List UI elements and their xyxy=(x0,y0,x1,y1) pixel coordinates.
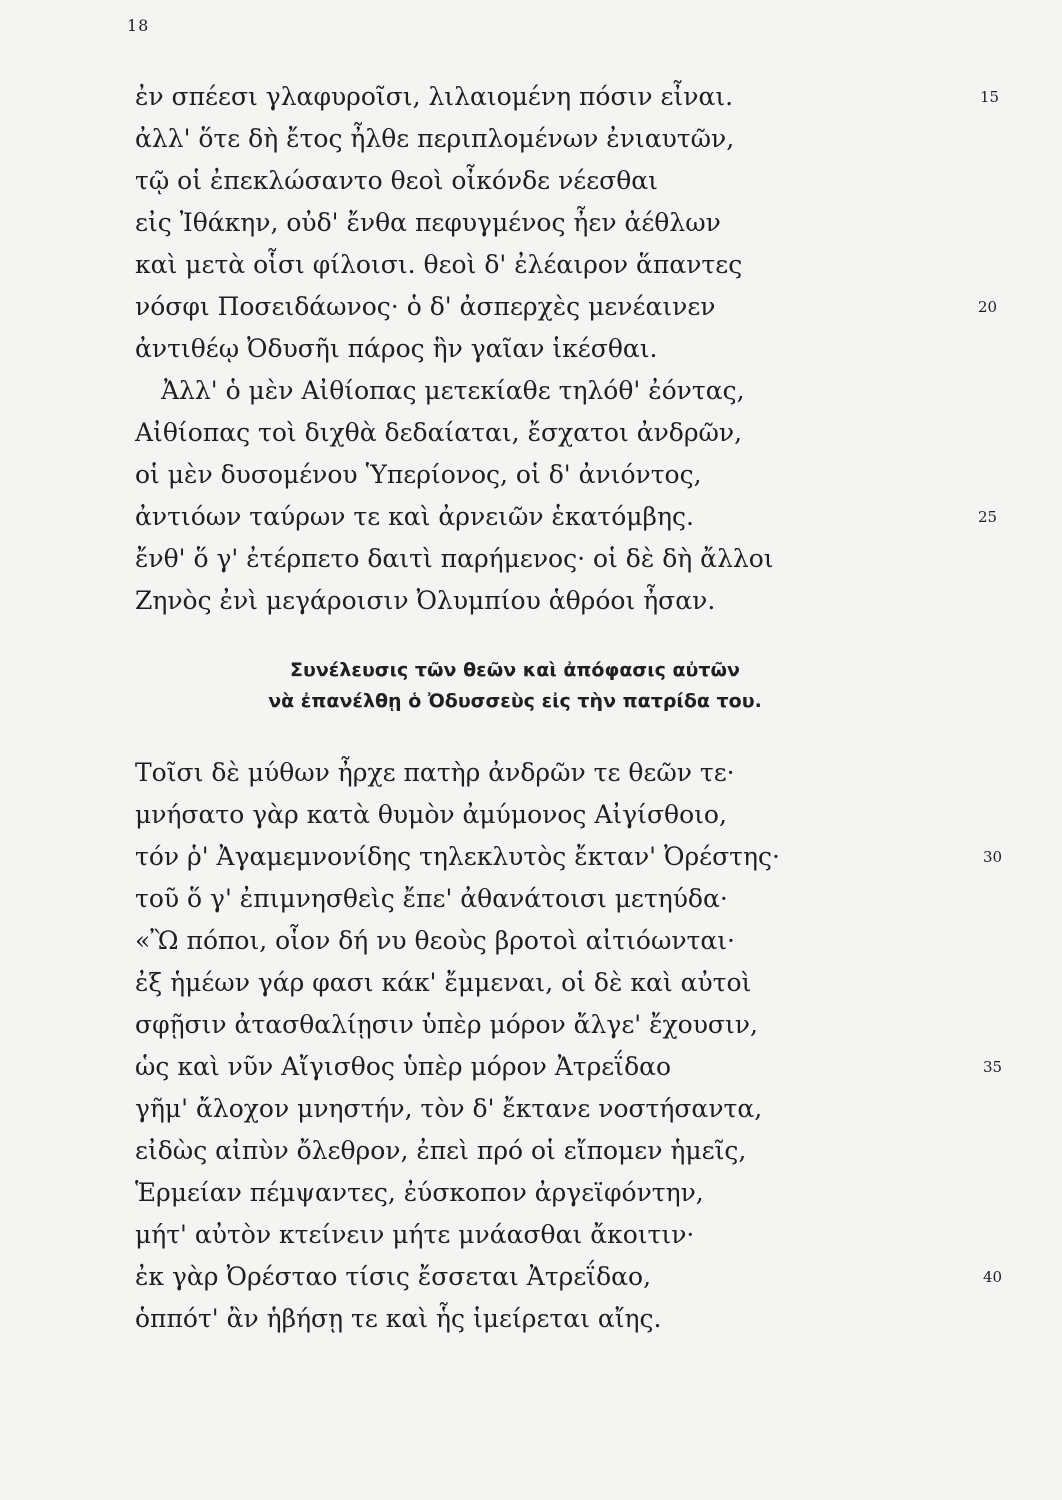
verse-text: ὁππότ' ἂν ἡβήσῃ τε καὶ ἧς ἱμείρεται αἴης. xyxy=(135,1304,662,1333)
verse-text: μήτ' αὐτὸν κτείνειν μήτε μνάασθαι ἄκοιτιν· xyxy=(135,1220,695,1249)
verse-line xyxy=(135,794,945,836)
verse-text: σφῇσιν ἀτασθαλίῃσιν ὑπὲρ μόρον ἄλγε' ἔχουσιν, xyxy=(135,1010,758,1039)
verse-text: εἰδὼς αἰπὺν ὄλεθρον, ἐπεὶ πρό οἱ εἴπομεν ἡμεῖς, xyxy=(135,1136,747,1165)
verse-text: μνήσατο γὰρ κατὰ θυμὸν ἀμύμονος Αἰγίσθοιο, xyxy=(135,800,727,829)
verse-line xyxy=(135,496,998,538)
verse-text: Ἑρμείαν πέμψαντες, ἐύσκοπον ἀργεϊφόντην, xyxy=(135,1178,704,1207)
verse-line xyxy=(135,920,945,962)
verse-text: τοῦ ὅ γ' ἐπιμνησθεὶς ἔπε' ἀθανάτοισι μετηύδα· xyxy=(135,884,728,913)
verse-text: γῆμ' ἄλοχον μνηστήν, τὸν δ' ἔκτανε νοστήσαντα, xyxy=(135,1094,763,1123)
verse-text: Ἀλλ' ὁ μὲν Αἰθίοπας μετεκίαθε τηλόθ' ἐόντας, xyxy=(161,376,745,405)
verse-text: ἀντιθέῳ Ὀδυσῆι πάρος ἣν γαῖαν ἱκέσθαι. xyxy=(135,334,658,363)
verse-line xyxy=(135,202,945,244)
verse-line xyxy=(135,286,998,328)
verse-text: τόν ῥ' Ἀγαμεμνονίδης τηλεκλυτὸς ἔκταν' Ὀρέστης· xyxy=(135,842,780,871)
verse-line xyxy=(135,160,945,202)
verse-line xyxy=(135,1046,1003,1088)
line-number: 25 xyxy=(978,508,998,526)
verse-text: «Ὢ πόποι, οἷον δή νυ θεοὺς βροτοὶ αἰτιόωνται· xyxy=(135,926,735,955)
verse-line xyxy=(135,1172,945,1214)
verse-line xyxy=(135,878,945,920)
verse-line xyxy=(135,1088,945,1130)
verse-text: Ζηνὸς ἐνὶ μεγάροισιν Ὀλυμπίου ἁθρόοι ἦσαν. xyxy=(135,586,716,615)
line-number: 40 xyxy=(983,1268,1003,1286)
section-heading-line-1: Συνέλευσις τῶν θεῶν καὶ ἀπόφασις αὐτῶν xyxy=(290,659,740,681)
verse-line xyxy=(135,1298,945,1340)
verse-line xyxy=(135,76,1000,118)
verse-text: τῷ οἱ ἐπεκλώσαντο θεοὶ οἶκόνδε νέεσθαι xyxy=(135,166,658,195)
verse-stanza-2 xyxy=(135,752,1003,1340)
verse-stanza-1 xyxy=(135,76,1000,622)
section-heading xyxy=(160,655,870,717)
verse-line xyxy=(135,1214,945,1256)
verse-line xyxy=(135,962,945,1004)
verse-text: εἰς Ἰθάκην, οὐδ' ἔνθα πεφυγμένος ἦεν ἀέθλων xyxy=(135,208,721,237)
verse-line xyxy=(135,118,945,160)
verse-line xyxy=(135,836,1003,878)
verse-text: ἐκ γὰρ Ὀρέσταο τίσις ἔσσεται Ἀτρεΐδαο, xyxy=(135,1262,652,1291)
section-heading-line-2: νὰ ἐπανέλθῃ ὁ Ὀδυσσεὺς εἰς τὴν πατρίδα του. xyxy=(268,690,762,712)
verse-line xyxy=(135,752,945,794)
verse-line xyxy=(135,370,945,412)
line-number: 30 xyxy=(983,848,1003,866)
verse-text: Τοῖσι δὲ μύθων ἦρχε πατὴρ ἀνδρῶν τε θεῶν τε· xyxy=(135,758,735,787)
verse-line xyxy=(135,328,945,370)
verse-text: ἀλλ' ὅτε δὴ ἔτος ἦλθε περιπλομένων ἐνιαυτῶν, xyxy=(135,124,735,153)
line-number: 20 xyxy=(978,298,998,316)
verse-text: ἔνθ' ὅ γ' ἐτέρπετο δαιτὶ παρήμενος· οἱ δὲ δὴ ἄλλοι xyxy=(135,544,774,573)
line-number: 35 xyxy=(983,1058,1003,1076)
verse-text: ἐν σπέεσι γλαφυροῖσι, λιλαιομένη πόσιν εἶναι. xyxy=(135,82,734,111)
verse-text: ἐξ ἡμέων γάρ φασι κάκ' ἔμμεναι, οἱ δὲ καὶ αὐτοὶ xyxy=(135,968,752,997)
verse-text: ὡς καὶ νῦν Αἴγισθος ὑπὲρ μόρον Ἀτρεΐδαο xyxy=(135,1052,672,1081)
verse-line xyxy=(135,244,945,286)
verse-line xyxy=(135,1130,945,1172)
verse-text: νόσφι Ποσειδάωνος· ὁ δ' ἀσπερχὲς μενέαινεν xyxy=(135,292,716,321)
verse-line xyxy=(135,538,945,580)
page-number: 18 xyxy=(127,16,150,35)
verse-line xyxy=(135,454,945,496)
line-number: 15 xyxy=(980,88,1000,106)
verse-line xyxy=(135,580,945,622)
verse-text: Αἰθίοπας τοὶ διχθὰ δεδαίαται, ἔσχατοι ἀνδρῶν, xyxy=(135,418,743,447)
verse-text: καὶ μετὰ οἷσι φίλοισι. θεοὶ δ' ἐλέαιρον ἅπαντες xyxy=(135,250,743,279)
verse-line xyxy=(135,1256,1003,1298)
verse-text: ἀντιόων ταύρων τε καὶ ἀρνειῶν ἑκατόμβης. xyxy=(135,502,694,531)
verse-line xyxy=(135,412,945,454)
verse-text: οἱ μὲν δυσομένου Ὑπερίονος, οἱ δ' ἀνιόντος, xyxy=(135,460,702,489)
verse-line xyxy=(135,1004,945,1046)
